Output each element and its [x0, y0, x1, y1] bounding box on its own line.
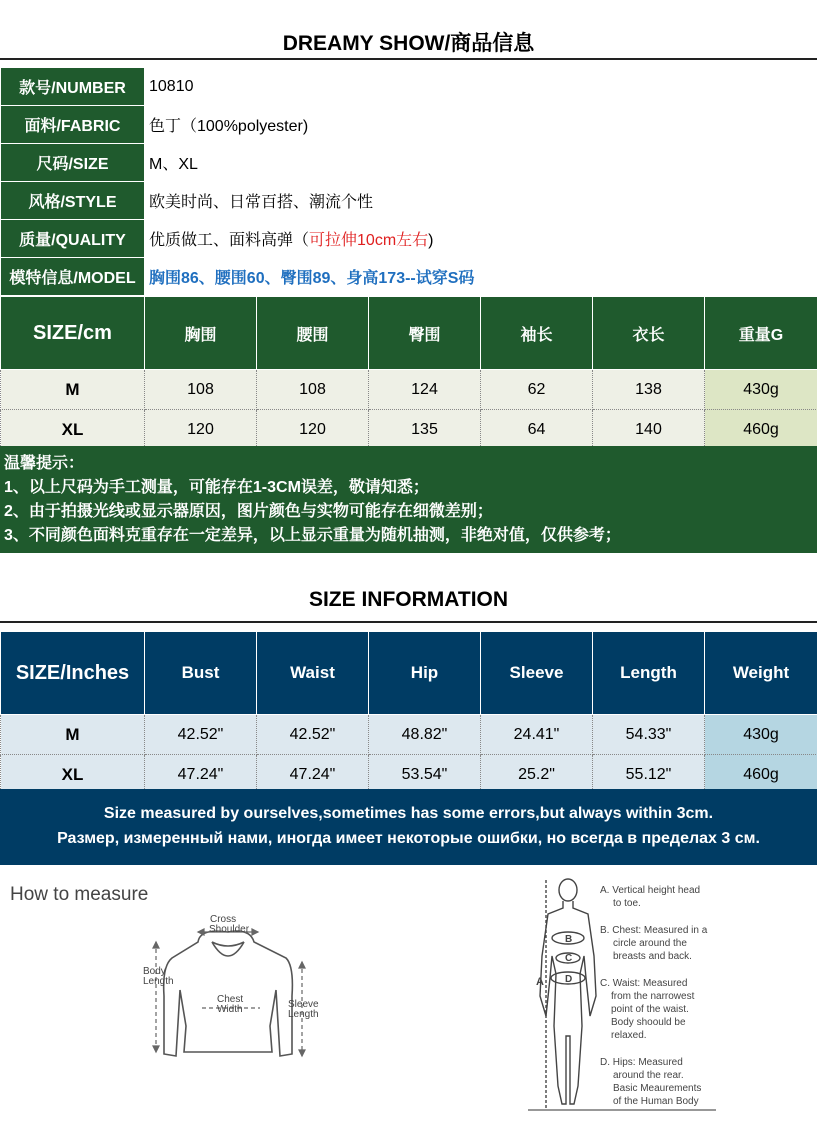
sleeve-length-label: Sleeve [288, 999, 319, 1010]
notice-line: 2、由于拍摄光线或显示器原因，图片颜色与实物可能存在细微差别； [4, 500, 813, 524]
info-label: 质量/QUALITY [1, 220, 145, 258]
note-c-line: from the narrowest [611, 991, 695, 1002]
cross-shoulder-label: Cross [210, 914, 236, 925]
size-cell: 42.52" [257, 715, 369, 755]
info-label: 面料/FABRIC [1, 106, 145, 144]
notice-box [0, 446, 817, 553]
info-value: M、XL [145, 144, 817, 182]
note-a-line: A. Vertical height head [600, 885, 700, 896]
size-cell: 53.54" [369, 755, 481, 795]
title-divider [0, 621, 817, 623]
table-row [1, 370, 817, 410]
size-cell: M [1, 715, 145, 755]
size-header-cell: Weight [705, 632, 817, 715]
size-header-cell: Sleeve [481, 632, 593, 715]
note-b-line: breasts and back. [613, 951, 692, 962]
note-line-en: Size measured by ourselves,sometimes has some errors,but always within 3cm. [0, 801, 817, 826]
sleeve-length-label: Length [288, 1009, 319, 1020]
how-to-measure-panel [0, 866, 817, 1126]
size-cell: 108 [145, 370, 257, 410]
size-cell: 64 [481, 410, 593, 450]
size-header-cell: 腰围 [257, 297, 369, 370]
notice-line: 3、不同颜色面料克重存在一定差异，以上显示重量为随机抽测，非绝对值，仅供参考； [4, 524, 813, 548]
note-b-line: B. Chest: Measured in a [600, 925, 708, 936]
body-letter-c: C [565, 953, 572, 964]
size-cell: 47.24" [257, 755, 369, 795]
info-row-fabric [1, 106, 817, 144]
size-header-row [1, 632, 817, 715]
note-c-line: Body shoould be [611, 1017, 686, 1028]
size-cell: 430g [705, 370, 817, 410]
size-cell: XL [1, 410, 145, 450]
info-value: 10810 [145, 68, 817, 106]
how-to-measure-illustration [0, 866, 817, 1126]
size-cell: 460g [705, 410, 817, 450]
info-value: 欧美时尚、日常百搭、潮流个性 [145, 182, 817, 220]
note-c-line: point of the waist. [611, 1004, 689, 1015]
quality-prefix: 优质做工、面料高弹（ [149, 232, 309, 249]
size-cell: XL [1, 755, 145, 795]
size-cell: 42.52" [145, 715, 257, 755]
info-row-size [1, 144, 817, 182]
notice-line: 温馨提示： [4, 452, 813, 476]
quality-suffix: ) [428, 232, 433, 249]
size-header-cell: 衣长 [593, 297, 705, 370]
page-title-cn: DREAMY SHOW/商品信息 [0, 27, 817, 57]
size-header-cell: 袖长 [481, 297, 593, 370]
table-row [1, 715, 817, 755]
note-d-line: of the Human Body [613, 1096, 699, 1107]
size-header-cell: 臀围 [369, 297, 481, 370]
size-header-cell: SIZE/Inches [1, 632, 145, 715]
info-label: 尺码/SIZE [1, 144, 145, 182]
size-header-cell: SIZE/cm [1, 297, 145, 370]
size-cell: 140 [593, 410, 705, 450]
size-cell: 120 [257, 410, 369, 450]
info-label: 模特信息/MODEL [1, 258, 145, 296]
size-cell: 62 [481, 370, 593, 410]
size-cell: 108 [257, 370, 369, 410]
size-header-cell: 重量G [705, 297, 817, 370]
how-to-measure-title: How to measure [10, 884, 148, 905]
info-row-number [1, 68, 817, 106]
size-cell: 460g [705, 755, 817, 795]
note-c-line: relaxed. [611, 1030, 647, 1041]
size-cell: 24.41" [481, 715, 593, 755]
page-title-en: SIZE INFORMATION [0, 588, 817, 612]
size-cell: 25.2" [481, 755, 593, 795]
note-d-line: Basic Meaurements [613, 1083, 701, 1094]
size-cell: 48.82" [369, 715, 481, 755]
info-value: 胸围86、腰围60、臀围89、身高173--试穿S码 [145, 258, 817, 296]
info-label: 风格/STYLE [1, 182, 145, 220]
info-value [145, 220, 817, 258]
size-cell: 47.24" [145, 755, 257, 795]
body-letter-d: D [565, 974, 572, 985]
info-value: 色丁（100%polyester) [145, 106, 817, 144]
quality-stretch-note: 可拉伸10cm左右 [309, 232, 428, 249]
info-label: 款号/NUMBER [1, 68, 145, 106]
size-header-cell: Waist [257, 632, 369, 715]
size-table-cm [0, 296, 817, 450]
size-cell: 120 [145, 410, 257, 450]
size-header-cell: Length [593, 632, 705, 715]
size-cell: M [1, 370, 145, 410]
size-header-cell: Hip [369, 632, 481, 715]
size-header-cell: 胸围 [145, 297, 257, 370]
size-cell: 138 [593, 370, 705, 410]
product-info-table [0, 67, 817, 296]
note-c-line: C. Waist: Measured [600, 978, 687, 989]
size-cell: 54.33" [593, 715, 705, 755]
size-cell: 430g [705, 715, 817, 755]
note-d-line: D. Hips: Measured [600, 1057, 683, 1068]
body-letter-b: B [565, 934, 572, 945]
body-length-label: Length [143, 976, 174, 987]
measurement-note-box [0, 789, 817, 865]
info-row-model [1, 258, 817, 296]
size-header-row [1, 297, 817, 370]
note-line-ru: Размер, измеренный нами, иногда имеет некоторые ошибки, но всегда в пределах 3 см. [0, 826, 817, 851]
info-row-style [1, 182, 817, 220]
chest-width-label: Chest [217, 994, 243, 1005]
note-b-line: circle around the [613, 938, 687, 949]
table-row [1, 410, 817, 450]
measure-arrows [153, 929, 305, 1056]
measurement-notes [600, 885, 708, 1107]
title-divider [0, 58, 817, 60]
size-cell: 135 [369, 410, 481, 450]
notice-line: 1、以上尺码为手工测量，可能存在1-3CM误差，敬请知悉； [4, 476, 813, 500]
size-table-inches [0, 631, 817, 795]
note-d-line: around the rear. [613, 1070, 684, 1081]
body-letter-a: A [536, 976, 544, 988]
note-a-line: to toe. [613, 898, 641, 909]
body-length-label: Body [143, 966, 166, 977]
chest-width-label: Width [217, 1004, 243, 1015]
size-cell: 55.12" [593, 755, 705, 795]
info-row-quality [1, 220, 817, 258]
size-cell: 124 [369, 370, 481, 410]
cross-shoulder-label: Shoulder [209, 924, 250, 935]
size-header-cell: Bust [145, 632, 257, 715]
